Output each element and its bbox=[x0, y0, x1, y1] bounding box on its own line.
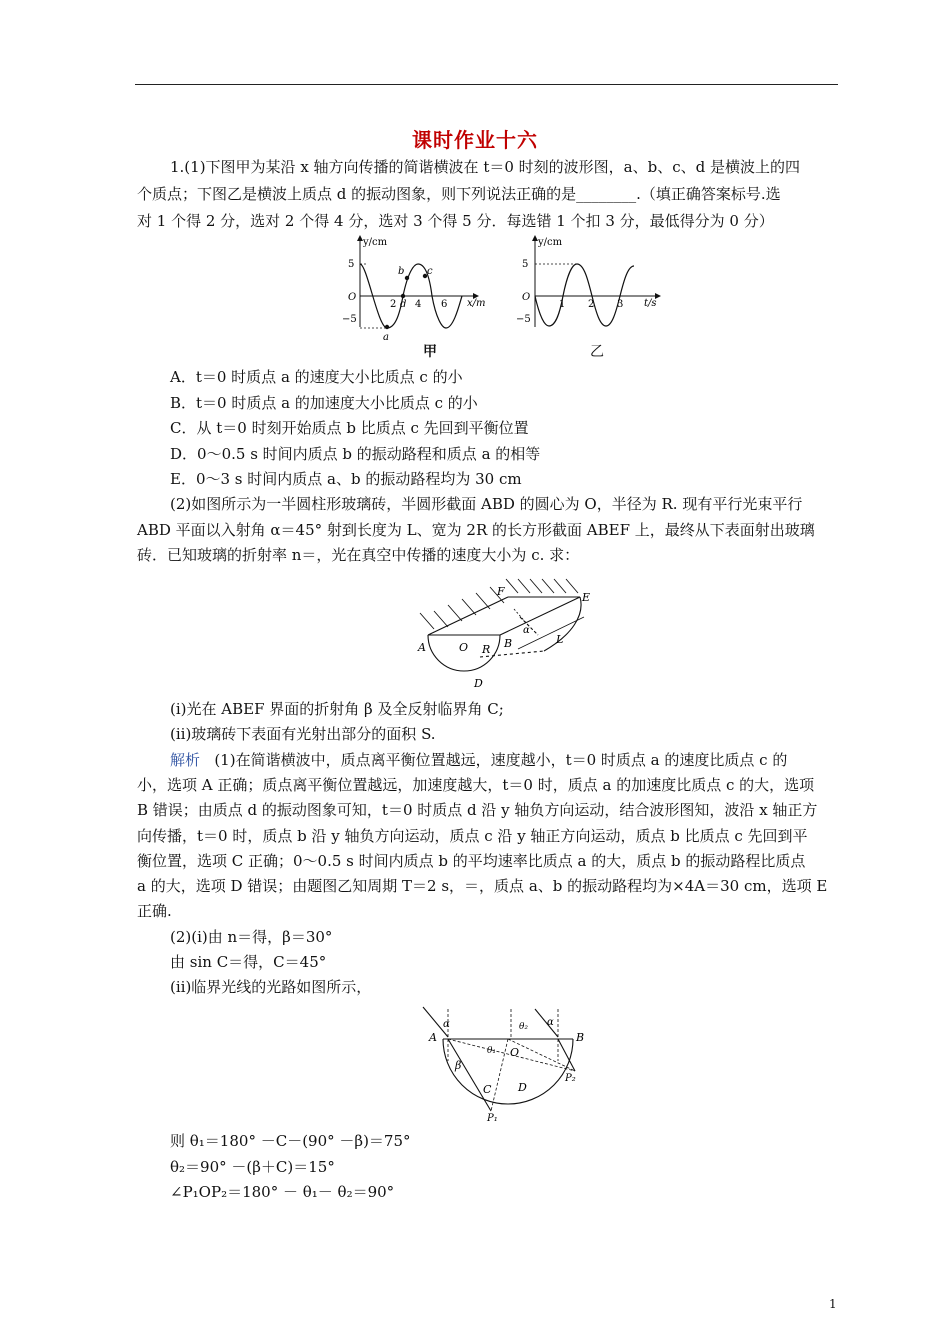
fig3-label-alpha-left: α bbox=[443, 1019, 450, 1030]
yi-tick-2: 2 bbox=[588, 299, 595, 310]
analysis-line-2: 小，选项 A 正确；质点离平衡位置越远，加速度越大，t＝0 时，质点 a 的加速度比质点 c 的大，选项 bbox=[137, 776, 815, 794]
solution-line-3: (ⅱ)临界光线的光路如图所示， bbox=[170, 978, 372, 996]
figure-label-yi: 乙 bbox=[590, 344, 604, 360]
solution-line-2: 由 sin C＝得，C＝45° bbox=[170, 953, 327, 971]
edge-be bbox=[500, 597, 580, 635]
fig2-label-r: R bbox=[482, 643, 491, 656]
header-rule bbox=[135, 84, 838, 85]
q1-part2-line-3: 砖．已知玻璃的折射率 n＝，光在真空中传播的速度大小为 c. 求： bbox=[137, 546, 580, 564]
page-title: 课时作业十六 bbox=[412, 128, 538, 152]
fig2-label-o: O bbox=[459, 641, 469, 654]
equation-1: 则 θ₁＝180° －C－(90° －β)＝75° bbox=[170, 1132, 411, 1150]
fig2-label-a: A bbox=[418, 641, 426, 654]
refracted-ray-left bbox=[448, 1039, 491, 1111]
equation-2: θ₂＝90° －(β＋C)＝15° bbox=[170, 1158, 335, 1176]
fig2-label-e: E bbox=[582, 591, 591, 604]
option-e: E．0～3 s 时间内质点 a、b 的振动路程均为 30 cm bbox=[170, 470, 522, 488]
option-c: C．从 t＝0 时刻开始质点 b 比质点 c 先回到平衡位置 bbox=[170, 419, 529, 437]
analysis-line-7: 正确. bbox=[137, 902, 172, 920]
sub-question-1: (ⅰ)光在 ABEF 界面的折射角 β 及全反射临界角 C; bbox=[170, 700, 504, 718]
fig3-label-o: O bbox=[510, 1046, 520, 1059]
q1-line-2: 个质点；下图乙是横波上质点 d 的振动图象，则下列说法正确的是________.（填正确答案标号.选 bbox=[137, 185, 781, 203]
critical-ray-figure bbox=[415, 1001, 595, 1121]
jia-tick-4: 4 bbox=[415, 299, 422, 310]
jia-tick-neg5: −5 bbox=[342, 314, 357, 325]
jia-tick-2: 2 bbox=[390, 299, 397, 310]
fig3-label-p1: P₁ bbox=[487, 1113, 498, 1121]
label-d: d bbox=[400, 299, 407, 310]
fig3-label-theta2: θ₂ bbox=[519, 1022, 529, 1032]
jia-y-label: y/cm bbox=[363, 237, 388, 248]
semicircle bbox=[443, 1039, 573, 1104]
yi-wave-curve bbox=[535, 264, 634, 326]
equation-3: ∠P₁OP₂＝180° － θ₁－ θ₂＝90° bbox=[170, 1183, 395, 1201]
fig2-label-l: L bbox=[556, 633, 564, 646]
fig3-label-a: A bbox=[429, 1031, 437, 1044]
q1-part2-line-2: ABD 平面以入射角 α＝45° 射到长度为 L、宽为 2R 的长方形截面 ABEF 上，最终从下表面射出玻璃 bbox=[137, 521, 815, 539]
point-d bbox=[401, 294, 405, 298]
fig3-label-b: B bbox=[576, 1031, 585, 1044]
yi-x-label: t/s bbox=[644, 298, 657, 309]
page-number: 1 bbox=[829, 1297, 837, 1311]
fig3-label-theta1: θ₁ bbox=[487, 1046, 497, 1056]
option-a: A．t＝0 时质点 a 的速度大小比质点 c 的小 bbox=[170, 368, 463, 386]
graph-jia bbox=[342, 236, 486, 343]
fig2-label-f: F bbox=[497, 585, 505, 598]
analysis-line-3: B 错误；由质点 d 的振动图象可知，t＝0 时质点 d 沿 y 轴负方向运动，结合波形图知，波沿 x 轴正方 bbox=[137, 801, 818, 819]
glass-brick-figure bbox=[410, 575, 610, 693]
label-a: a bbox=[383, 332, 389, 343]
figure-label-jia: 甲 bbox=[423, 344, 437, 360]
analysis-line-4: 向传播，t＝0 时，质点 b 沿 y 轴负方向运动，质点 c 沿 y 轴正方向运动，质点 b 比质点 c 先回到平 bbox=[137, 827, 808, 845]
fig3-label-c: C bbox=[483, 1083, 492, 1096]
fig3-label-p2: P₂ bbox=[565, 1073, 576, 1084]
yi-tick-1: 1 bbox=[559, 299, 566, 310]
label-b: b bbox=[398, 266, 405, 277]
solution-line-1: (2)(ⅰ)由 n＝得，β＝30° bbox=[170, 928, 333, 946]
option-d: D．0～0.5 s 时间内质点 b 的振动路程和质点 a 的相等 bbox=[170, 445, 541, 463]
yi-tick-neg5: −5 bbox=[516, 314, 531, 325]
yi-tick-5: 5 bbox=[522, 259, 529, 270]
fig2-label-b: B bbox=[504, 637, 513, 650]
fig3-label-alpha-right: α bbox=[547, 1017, 554, 1028]
point-a bbox=[385, 325, 389, 329]
yi-y-label: y/cm bbox=[538, 237, 563, 248]
jia-origin: O bbox=[348, 292, 357, 303]
yi-origin: O bbox=[522, 292, 531, 303]
edge-af bbox=[428, 597, 508, 635]
fig2-label-alpha: α bbox=[523, 625, 530, 636]
option-b: B．t＝0 时质点 a 的加速度大小比质点 c 的小 bbox=[170, 394, 478, 412]
fig3-label-beta: β bbox=[455, 1059, 462, 1072]
point-b bbox=[405, 276, 409, 280]
graph-yi bbox=[516, 236, 660, 327]
jia-x-label: x/m bbox=[467, 298, 486, 309]
yi-tick-3: 3 bbox=[617, 299, 624, 310]
label-c: c bbox=[427, 266, 433, 277]
sub-question-2: (ⅱ)玻璃砖下表面有光射出部分的面积 S. bbox=[170, 725, 436, 743]
analysis-first-text: (1)在简谐横波中，质点离平衡位置越远，速度越小，t＝0 时质点 a 的速度比质点 c 的 bbox=[214, 751, 788, 769]
analysis-first-line bbox=[170, 750, 787, 770]
jia-tick-6: 6 bbox=[441, 299, 448, 310]
analysis-line-6: a 的大，选项 D 错误；由题图乙知周期 T＝2 s，＝，质点 a、b 的振动路程均为×4A＝30 cm，选项 E bbox=[137, 877, 828, 895]
q1-line-3: 对 1 个得 2 分，选对 2 个得 4 分，选对 3 个得 5 分．每选错 1 个扣 3 分，最低得分为 0 分） bbox=[137, 212, 774, 230]
q1-part2-line-1: (2)如图所示为一半圆柱形玻璃砖，半圆形截面 ABD 的圆心为 O，半径为 R. 现有平行光束平行 bbox=[170, 495, 803, 513]
wave-figure bbox=[330, 232, 670, 362]
jia-tick-5: 5 bbox=[348, 259, 355, 270]
q1-line-1: 1.(1)下图甲为某沿 x 轴方向传播的简谐横波在 t＝0 时刻的波形图，a、b、c、d 是横波上的四 bbox=[170, 158, 800, 176]
fig3-label-d: D bbox=[518, 1081, 527, 1094]
analysis-label: 解析 bbox=[170, 751, 201, 769]
analysis-line-5: 衡位置，选项 C 正确；0～0.5 s 时间内质点 b 的平均速率比质点 a 的大，质点 b 的振动路程比质点 bbox=[137, 852, 806, 870]
fig2-label-d: D bbox=[474, 677, 483, 690]
